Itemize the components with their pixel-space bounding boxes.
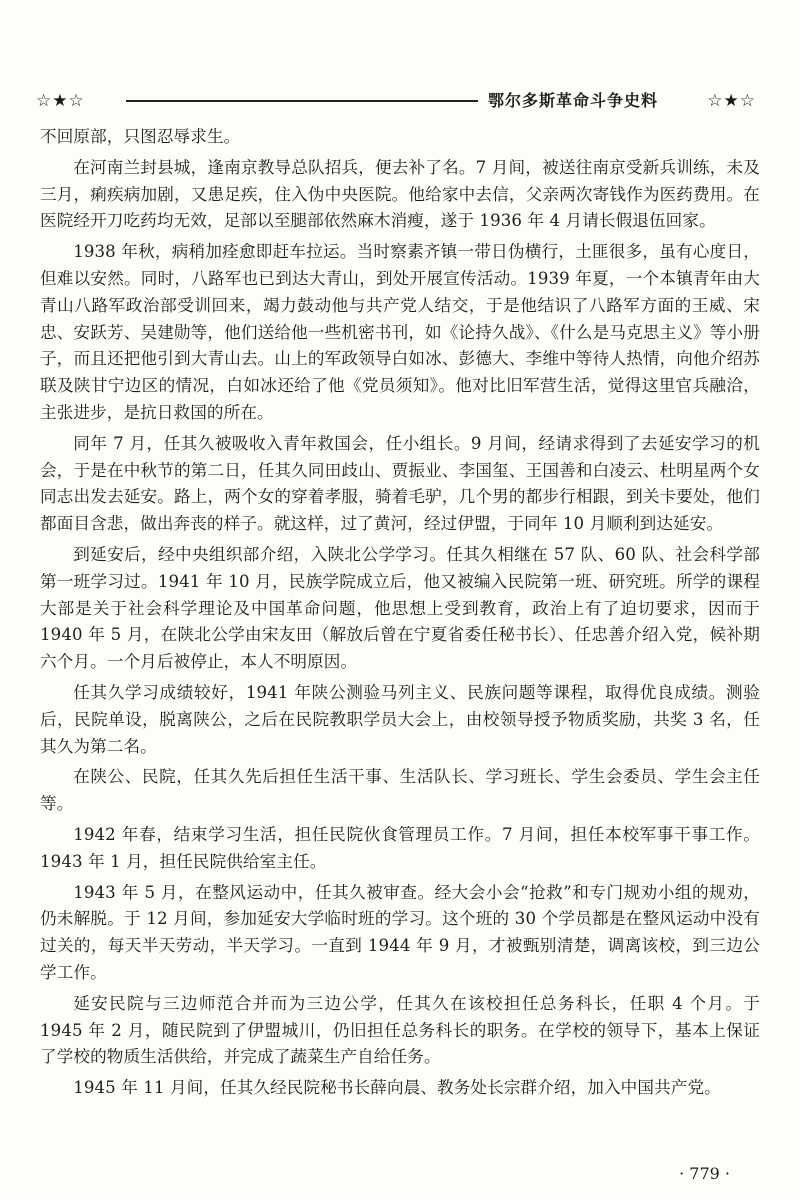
header-stars-left: ☆★☆ [36,91,85,111]
paragraph-7: 在陕公、民院，任其久先后担任生活干事、生活队长、学习班长、学生会委员、学生会主任等。 [40,767,760,814]
paragraph-2: 在河南兰封县城，逢南京教导总队招兵，便去补了名。7 月间，被送往南京受新兵训练，未及三月，痢疾病加剧，又患足疾，住入伪中央医院。他给家中去信，父亲两次寄钱作为医药费用。在医院经开刀吃药均无效，足部以至腿部依然麻木消瘦，遂于 1936 年 4 月请长假退伍回家。 [40,157,760,231]
paragraph-10: 延安民院与三边师范合并而为三边公学，任其久在该校担任总务科长，任职 4 个月。于 1945 年 2 月，随民院到了伊盟城川，仍旧担任总务科长的职务。在学校的领导下，基本上保证了学校的物质生活供给，并完成了蔬菜生产自给任务。 [40,993,760,1067]
running-header [36,90,756,114]
header-title: 鄂尔多斯革命斗争史料 [488,91,659,110]
paragraph-4: 同年 7 月，任其久被吸收入青年救国会，任小组长。9 月间，经请求得到了去延安学习的机会，于是在中秋节的第二日，任其久同田歧山、贾振业、李国玺、王国善和白凌云、杜明星两个女同志出发去延安。路上，两个女的穿着孝服，骑着毛驴，几个男的都步行相跟，到关卡要处，他们都面目含悲，做出奔丧的样子。就这样，过了黄河，经过伊盟，于同年 10 月顺利到达延安。 [40,433,760,534]
page-number: · 779 · [679,1164,730,1183]
header-rule-line [126,100,478,102]
body-text [40,124,760,1106]
paragraph-5: 到延安后，经中央组织部介绍，入陕北公学学习。任其久相继在 57 队、60 队、社会科学部第一班学习过。1941 年 10 月，民族学院成立后，他又被编入民院第一班、研究班。所学的课程大部是关于社会科学理论及中国革命问题，他思想上受到教育，政治上有了迫切要求，因而于 1940 年 5 月，在陕北公学由宋友田（解放后曾在宁夏省委任秘书长）、任忠善介绍入党，候补期六个月。一个月后被停止，本人不明原因。 [40,544,760,672]
paragraph-6: 任其久学习成绩较好，1941 年陕公测验马列主义、民族问题等课程，取得优良成绩。测验后，民院单设，脱离陕公，之后在民院教职学员大会上，由校领导授予物质奖励，共奖 3 名，任其久为第二名。 [40,682,760,756]
paragraph-9: 1943 年 5 月，在整风运动中，任其久被审查。经大会小会“抢救”和专门规劝小组的规劝，仍未解脱。于 12 月间，参加延安大学临时班的学习。这个班的 30 个学员都是在整风运动中没有过关的，每天半天劳动，半天学习。一直到 1944 年 9 月，才被甄别清楚，调离该校，到三边公学工作。 [40,882,760,982]
paragraph-11: 1945 年 11 月间，任其久经民院秘书长薛向晨、教务处长宗群介绍，加入中国共产党。 [73,1078,721,1098]
paragraph-8: 1942 年春，结束学习生活，担任民院伙食管理员工作。7 月间，担任本校军事干事工作。1943 年 1 月，担任民院供给室主任。 [40,824,760,871]
paragraph-1: 不回原部，只图忍辱求生。 [40,127,241,146]
header-stars-right: ☆★☆ [707,91,756,111]
paragraph-3: 1938 年秋，病稍加痊愈即赶车拉运。当时察素齐镇一带日伪横行，土匪很多，虽有心度日，但难以安然。同时，八路军也已到达大青山，到处开展宣传活动。1939 年夏，一个本镇青年由大青山八路军政治部受训回来，竭力鼓动他与共产党人结交，于是他结识了八路军方面的王威、宋忠、安跃芳、吴建勋等，他们送给他一些机密书刊，如《论持久战》、《什么是马克思主义》等小册子，而且还把他引到大青山去。山上的军政领导白如冰、彭德大、李维中等待人热情，向他介绍苏联及陕甘宁边区的情况，白如冰还给了他《党员须知》。他对比旧军营生活，觉得这里官兵融洽，主张进步，是抗日救国的所在。 [40,242,760,422]
